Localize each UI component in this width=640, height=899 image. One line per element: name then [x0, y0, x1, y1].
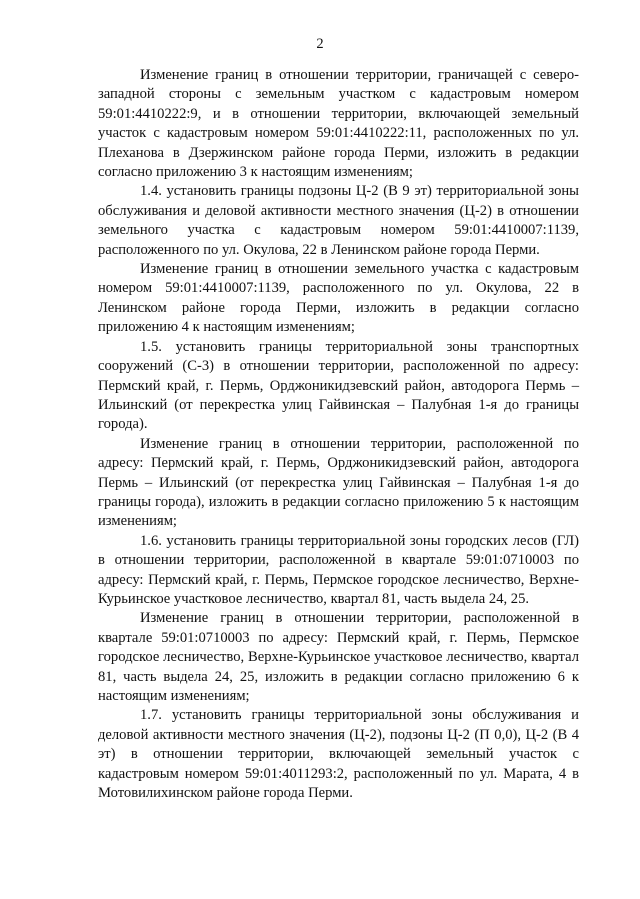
paragraph-item-1-7: 1.7. установить границы территориальной зоны обслуживания и деловой активности местного значения (Ц-2), подзоны Ц-2 (П 0,0), Ц-2 (В 4 эт) в отношении территории, включающей земельный участок с кадастровым номером 59:01:4011293:2, расположенный по ул. Марата, 4 в Мотовилихинском районе города Перми. — [98, 707, 579, 802]
paragraph-item-1-5: 1.5. установить границы территориальной зоны транспортных сооружений (С-3) в отношении территории, расположенной по адресу: Пермский край, г. Пермь, Орджоникидзевский район, автодорога Пермь – Ильинский (от перекрестка улиц Гайвинская – Палубная 1-я до границы города). — [98, 338, 579, 433]
page-number: 2 — [316, 36, 324, 52]
paragraph-zone-boundary-forest: Изменение границ в отношении территории, расположенной в квартале 59:01:0710003 по адресу: Пермский край, г. Пермь, Пермское городское лесничество, Верхне-Курьинское участковое лесничество, квартал 81, часть выдела 24, 25, изложить в редакции согласно приложению 6 к настоящим изменениям; — [98, 610, 579, 704]
paragraph-zone-boundary-okulova: Изменение границ в отношении земельного участка с кадастровым номером 59:01:4410007:1139, расположенного по ул. Окулова, 22 в Ленинском районе города Перми, изложить в редакции согласно приложению 4 к настоящим изменениям; — [98, 261, 579, 336]
paragraph-zone-boundary-ilinsky: Изменение границ в отношении территории, расположенной по адресу: Пермский край, г. Пермь, Орджоникидзевский район, автодорога Пермь – Ильинский (от перекрестка улиц Гайвинская – Палубная 1-я до границы города), изложить в редакции согласно приложению 5 к настоящим изменениям; — [98, 435, 579, 530]
paragraph-item-1-4: 1.4. установить границы подзоны Ц-2 (В 9 эт) территориальной зоны обслуживания и деловой активности местного значения (Ц-2) в отношении земельного участка с кадастровым номером 59:01:4410007:1139, расположенного по ул. Окулова, 22 в Ленинском районе города Перми. — [98, 183, 579, 258]
document-body — [98, 66, 579, 803]
paragraph-item-1-6: 1.6. установить границы территориальной зоны городских лесов (ГЛ) в отношении территории, расположенной в квартале 59:01:0710003 по адресу: Пермский край, г. Пермь, Пермское городское лесничество, Верхне-Курьинское участковое лесничество, квартал 81, часть выдела 24, 25. — [98, 532, 579, 607]
paragraph-zone-boundary-plekhanova: Изменение границ в отношении территории, граничащей с северо-западной стороны с земельным участком с кадастровым номером 59:01:4410222:9, и в отношении территории, включающей земельный участок с кадастровым номером 59:01:4410222:11, расположенных по ул. Плеханова в Дзержинском районе города Перми, изложить в редакции согласно приложению 3 к настоящим изменениям; — [98, 67, 579, 181]
